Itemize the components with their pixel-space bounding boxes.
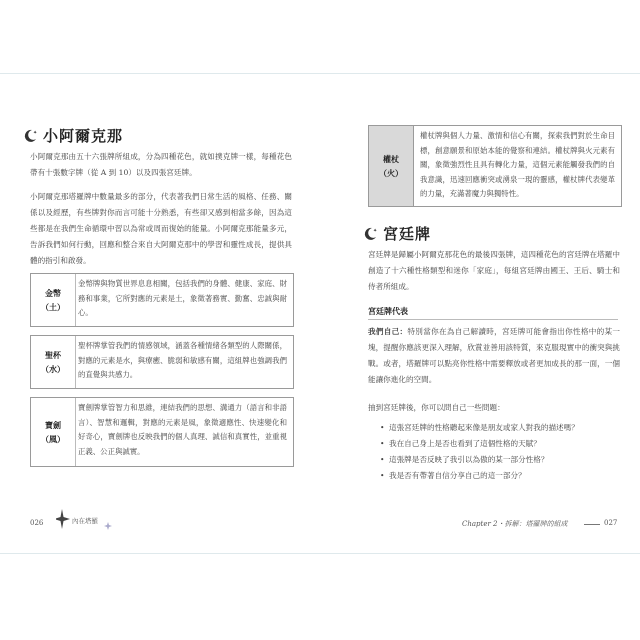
card-element: （火）	[379, 168, 403, 178]
section-title: 小阿爾克那	[43, 127, 124, 145]
crescent-moon-icon	[362, 226, 378, 242]
card-label	[31, 336, 75, 388]
crescent-moon-icon	[22, 128, 38, 144]
paragraph: 小阿爾克那塔羅牌中數量最多的部分，代表著我們日常生活的風格、任務、關係以及經歷，有些牌對你而言可能十分熟悉，有些卻又感到相當多餘，因為這些都是在我們生命循環中習以為常或周而復始的能量。小阿爾克那能量多元，告訴我們如何行動，回應和整合來自大阿爾克那中的學習和靈性成長，提供具體的指引和啟發。	[30, 192, 292, 265]
lead-text: 特別當你在為自己解讀時，宮廷牌可能會指出你性格中的某一塊，提醒你應該更深入理解，欣賞並善用該特質，來克服現實中的衝突與挑戰。或者，塔羅牌可以點亮你性格中需要釋放或者更加成長的那一面，一個能讓你進化的空間。	[368, 327, 620, 384]
card-name: 寶劍	[45, 420, 61, 430]
card-label	[31, 274, 75, 326]
wands-card	[368, 125, 622, 207]
card-text: 金幣牌與物質世界息息相關，包括我們的身體、健康、家庭、財務和事業，它所對應的元素是土，象徵著務實、勤奮、忠誠與耐心。	[75, 274, 293, 326]
svg-text:✦: ✦	[33, 129, 38, 136]
list-item: • 我在自己身上是否也看到了這個性格的天賦？	[380, 439, 541, 448]
card-text: 寶劍牌掌管智力和思維，連結我們的思想、溝通力（語言和非語言）、智慧和邏輯，對應的元素是風，象徵適應性、快速變化和好奇心，寶劍牌也反映我們的個人真理、誠信和真實性，並重視正義、公正與誠實。	[75, 398, 293, 466]
card-text: 權杖牌與個人力量、激情和信心有關，探索我們對於生命目標，創意願景和原始本能的覺察和連結。權杖牌與火元素有關，象徵強烈性且具有轉化力量，這個元素能觸發我們的自我意識，迅速回應衝突或湧泉一現的靈感，權杖牌代表變革的力量，充滿著魔力與獨特性。	[420, 131, 615, 198]
logo-text: 內在塔羅	[72, 517, 98, 525]
list-item: • 我是否有帶著自信分享自己的這一部分？	[380, 471, 526, 480]
card-element: （土）	[41, 302, 65, 312]
divider	[368, 319, 618, 320]
lead-paragraph	[368, 324, 620, 388]
question-intro: 抽到宮廷牌後，你可以問自己一些問題：	[368, 403, 505, 412]
pentacles-card	[30, 273, 294, 327]
card-text: 聖杯牌掌管我們的情感領域，涵蓋各種情緒各類型的人際關係，對應的元素是水，與療癒、脆弱和敏感有關，這組牌也強調我們的直覺與共感力。	[75, 336, 293, 388]
intro-paragraph: 宮廷牌是歸屬小阿爾克那花色的最後四張牌，這四種花色的宮廷牌在塔羅中創造了十六種性格類型和迷你「家庭」，每組宮廷牌由國王、王后、騎士和侍者所組成。	[368, 250, 620, 291]
card-name: 權杖	[383, 154, 399, 164]
left-section-heading	[22, 125, 123, 146]
bottom-border	[0, 553, 640, 554]
card-label	[31, 398, 75, 466]
page-number: 026	[30, 519, 44, 527]
subheading: 宮廷牌代表	[368, 306, 408, 316]
list-item: • 這張宮廷牌的性格聽起來像是朋友或家人對我的描述嗎？	[380, 423, 579, 432]
left-page	[0, 73, 320, 553]
card-name: 金幣	[45, 288, 61, 298]
cups-card	[30, 335, 294, 389]
right-page	[320, 73, 640, 553]
question-list	[378, 420, 618, 484]
swords-card	[30, 397, 294, 467]
card-name: 聖杯	[45, 350, 61, 360]
right-section-heading	[362, 223, 431, 244]
running-footer: Chapter 2・拆解：塔羅牌的組成	[462, 520, 568, 528]
list-item: • 這張牌是否反映了我引以為傲的某一部分性格？	[380, 455, 549, 464]
paragraph: 小阿爾克那由五十六張牌所組成，分為四種花色，就如撲克牌一樣，每種花色帶有十張數字牌（從 A 到 10）以及四張宮廷牌。	[30, 152, 292, 177]
card-label	[369, 126, 414, 206]
footer-rule	[584, 524, 600, 525]
lead-bold: 我們自己：	[368, 327, 408, 336]
section-title: 宮廷牌	[383, 225, 432, 243]
svg-text:✦: ✦	[373, 227, 378, 234]
page-number: 027	[604, 519, 618, 527]
card-element: （水）	[41, 364, 65, 374]
card-element: （風）	[41, 434, 65, 444]
